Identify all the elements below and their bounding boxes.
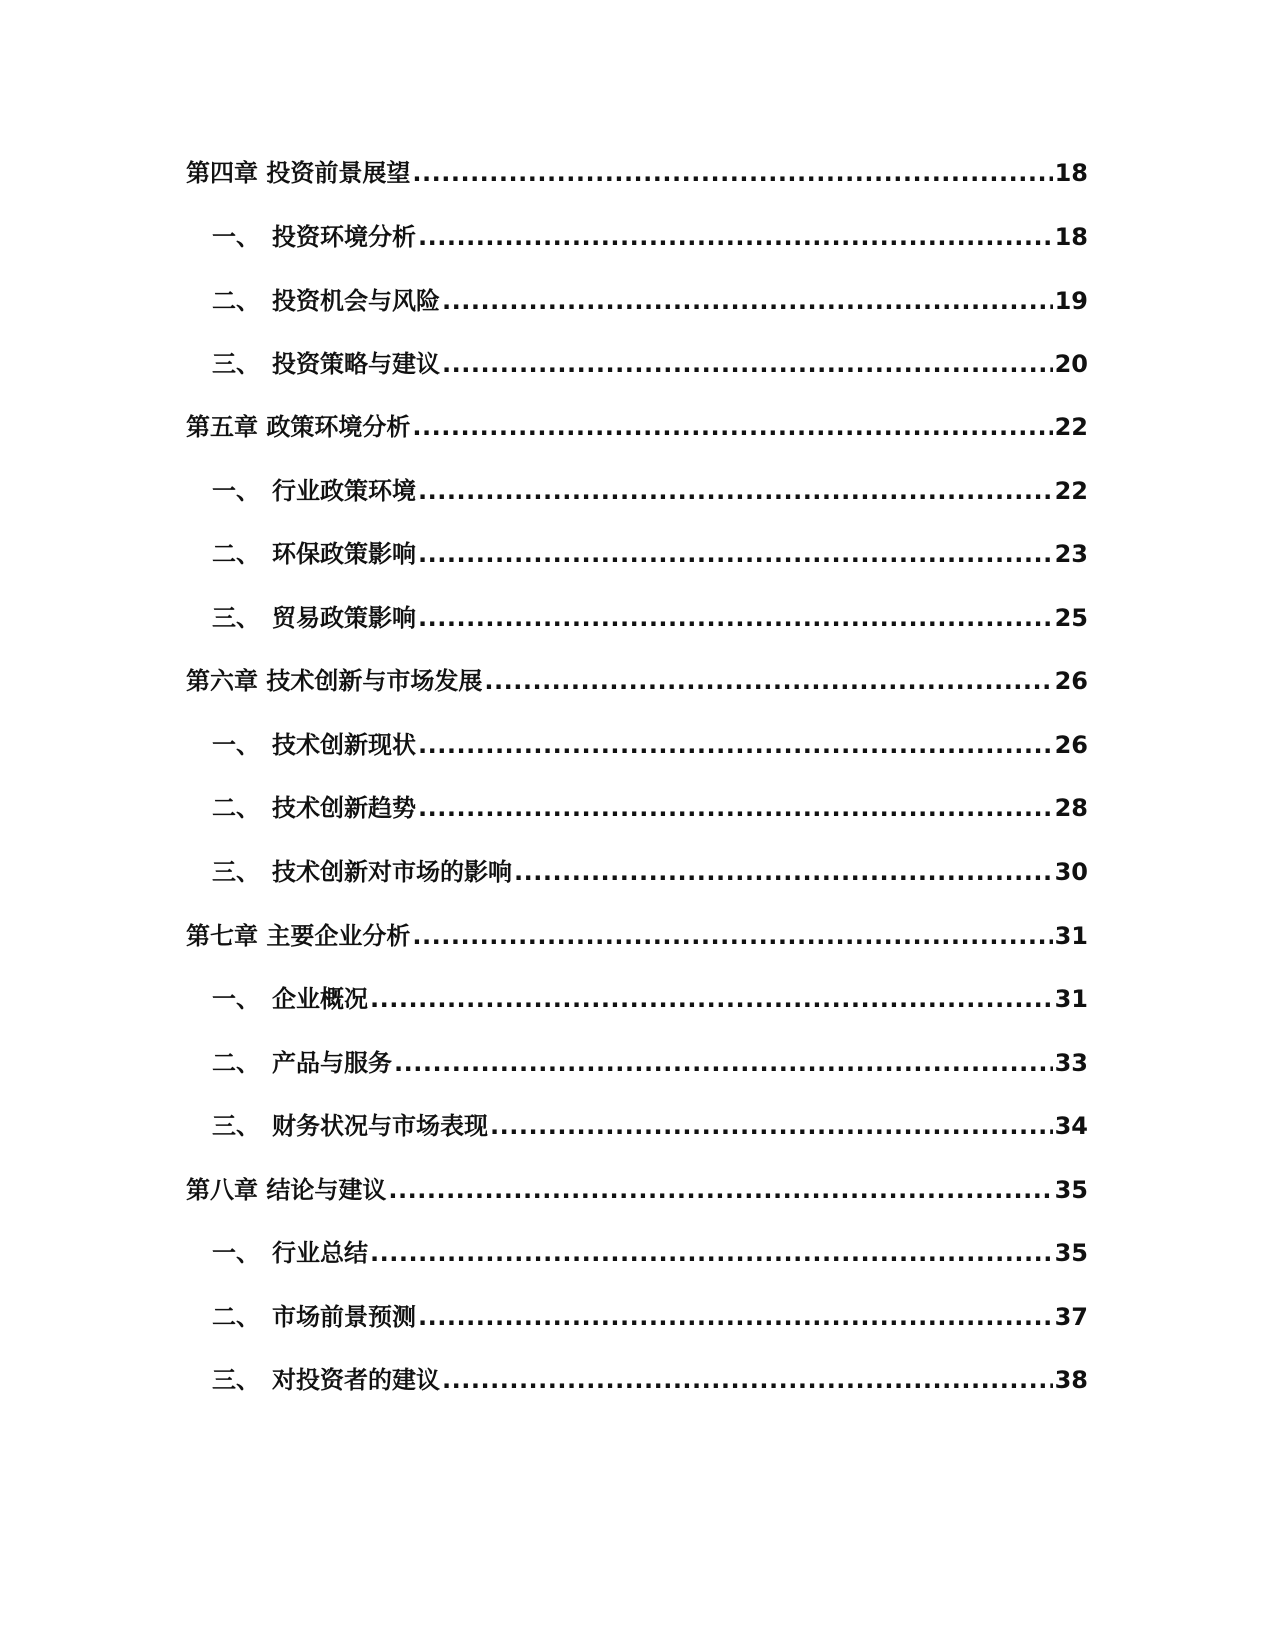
toc-entry-number: 一、 — [212, 985, 260, 1013]
toc-entry-number: 一、 — [212, 477, 260, 505]
toc-page-number: 19 — [1054, 287, 1088, 315]
toc-dot-leader — [484, 666, 1052, 696]
toc-page-number: 18 — [1054, 159, 1088, 187]
toc-entry-number: 三、 — [212, 604, 260, 632]
toc-entry-title: 第五章 政策环境分析 — [186, 413, 411, 441]
toc-entry-7-3[interactable] — [212, 1107, 1088, 1141]
toc-dot-leader — [370, 1238, 1053, 1268]
toc-entry-title: 行业政策环境 — [272, 477, 416, 505]
toc-entry-5-1[interactable] — [212, 472, 1088, 506]
toc-entry-number: 三、 — [212, 350, 260, 378]
toc-dot-leader — [418, 1302, 1053, 1332]
toc-entry-title: 第八章 结论与建议 — [186, 1176, 387, 1204]
toc-entry-title: 技术创新对市场的影响 — [272, 858, 512, 886]
toc-entry-chapter-8[interactable] — [186, 1171, 1088, 1205]
toc-entry-title: 第六章 技术创新与市场发展 — [186, 667, 483, 695]
toc-entry-number: 二、 — [212, 287, 260, 315]
toc-entry-5-2[interactable] — [212, 535, 1088, 569]
toc-entry-number: 二、 — [212, 540, 260, 568]
toc-entry-title: 财务状况与市场表现 — [272, 1112, 488, 1140]
toc-entry-title: 贸易政策影响 — [272, 604, 416, 632]
toc-entry-6-2[interactable] — [212, 789, 1088, 823]
toc-entry-chapter-6[interactable] — [186, 662, 1088, 696]
toc-page-number: 18 — [1054, 223, 1088, 251]
toc-page-number: 38 — [1054, 1366, 1088, 1394]
toc-entry-chapter-4[interactable] — [186, 154, 1088, 188]
toc-dot-leader — [370, 984, 1053, 1014]
toc-entry-4-1[interactable] — [212, 218, 1088, 252]
toc-entry-5-3[interactable] — [212, 599, 1088, 633]
toc-entry-number: 二、 — [212, 1303, 260, 1331]
toc-entry-title: 投资策略与建议 — [272, 350, 440, 378]
toc-entry-title: 市场前景预测 — [272, 1303, 416, 1331]
toc-dot-leader — [388, 1175, 1052, 1205]
toc-entry-7-1[interactable] — [212, 980, 1088, 1014]
toc-page-number: 35 — [1054, 1176, 1088, 1204]
toc-entry-6-1[interactable] — [212, 726, 1088, 760]
toc-entry-title: 技术创新现状 — [272, 731, 416, 759]
toc-dot-leader — [514, 857, 1053, 887]
toc-page-number: 37 — [1054, 1303, 1088, 1331]
toc-entry-number: 一、 — [212, 731, 260, 759]
toc-page-number: 26 — [1054, 731, 1088, 759]
toc-entry-chapter-7[interactable] — [186, 917, 1088, 951]
toc-entry-number: 二、 — [212, 794, 260, 822]
toc-entry-chapter-5[interactable] — [186, 408, 1088, 442]
toc-entry-title: 投资机会与风险 — [272, 287, 440, 315]
toc-page-number: 20 — [1054, 350, 1088, 378]
toc-page-number: 25 — [1054, 604, 1088, 632]
toc-page-number: 34 — [1054, 1112, 1088, 1140]
toc-entry-8-3[interactable] — [212, 1361, 1088, 1395]
toc-entry-number: 三、 — [212, 858, 260, 886]
toc-page-number: 33 — [1054, 1049, 1088, 1077]
toc-dot-leader — [418, 476, 1053, 506]
toc-entry-title: 对投资者的建议 — [272, 1366, 440, 1394]
toc-page-number: 35 — [1054, 1239, 1088, 1267]
toc-dot-leader — [418, 222, 1053, 252]
toc-entry-title: 环保政策影响 — [272, 540, 416, 568]
toc-page-number: 22 — [1054, 477, 1088, 505]
toc-entry-title: 第七章 主要企业分析 — [186, 922, 411, 950]
toc-entry-title: 技术创新趋势 — [272, 794, 416, 822]
toc-entry-8-1[interactable] — [212, 1234, 1088, 1268]
toc-page-number: 22 — [1054, 413, 1088, 441]
toc-dot-leader — [418, 793, 1053, 823]
toc-entry-number: 二、 — [212, 1049, 260, 1077]
toc-entry-6-3[interactable] — [212, 853, 1088, 887]
toc-page-number: 28 — [1054, 794, 1088, 822]
toc-dot-leader — [418, 539, 1053, 569]
toc-dot-leader — [490, 1111, 1053, 1141]
toc-entry-8-2[interactable] — [212, 1298, 1088, 1332]
toc-entry-title: 产品与服务 — [272, 1049, 392, 1077]
toc-page-number: 23 — [1054, 540, 1088, 568]
toc-entry-number: 一、 — [212, 223, 260, 251]
toc-entry-title: 第四章 投资前景展望 — [186, 159, 411, 187]
toc-entry-7-2[interactable] — [212, 1044, 1088, 1078]
toc-dot-leader — [412, 158, 1052, 188]
toc-dot-leader — [442, 349, 1053, 379]
toc-dot-leader — [412, 412, 1052, 442]
toc-entry-number: 三、 — [212, 1112, 260, 1140]
toc-entry-title: 行业总结 — [272, 1239, 368, 1267]
toc-page-number: 31 — [1054, 985, 1088, 1013]
toc-entry-4-2[interactable] — [212, 282, 1088, 316]
toc-dot-leader — [412, 921, 1052, 951]
toc-entry-number: 三、 — [212, 1366, 260, 1394]
toc-entry-title: 投资环境分析 — [272, 223, 416, 251]
toc-page-number: 30 — [1054, 858, 1088, 886]
toc-dot-leader — [418, 730, 1053, 760]
toc-entry-4-3[interactable] — [212, 345, 1088, 379]
toc-entry-title: 企业概况 — [272, 985, 368, 1013]
toc-page-number: 26 — [1054, 667, 1088, 695]
toc-dot-leader — [418, 603, 1053, 633]
toc-entry-number: 一、 — [212, 1239, 260, 1267]
toc-dot-leader — [442, 1365, 1053, 1395]
toc-page-number: 31 — [1054, 922, 1088, 950]
toc-dot-leader — [442, 286, 1053, 316]
toc-dot-leader — [394, 1048, 1053, 1078]
